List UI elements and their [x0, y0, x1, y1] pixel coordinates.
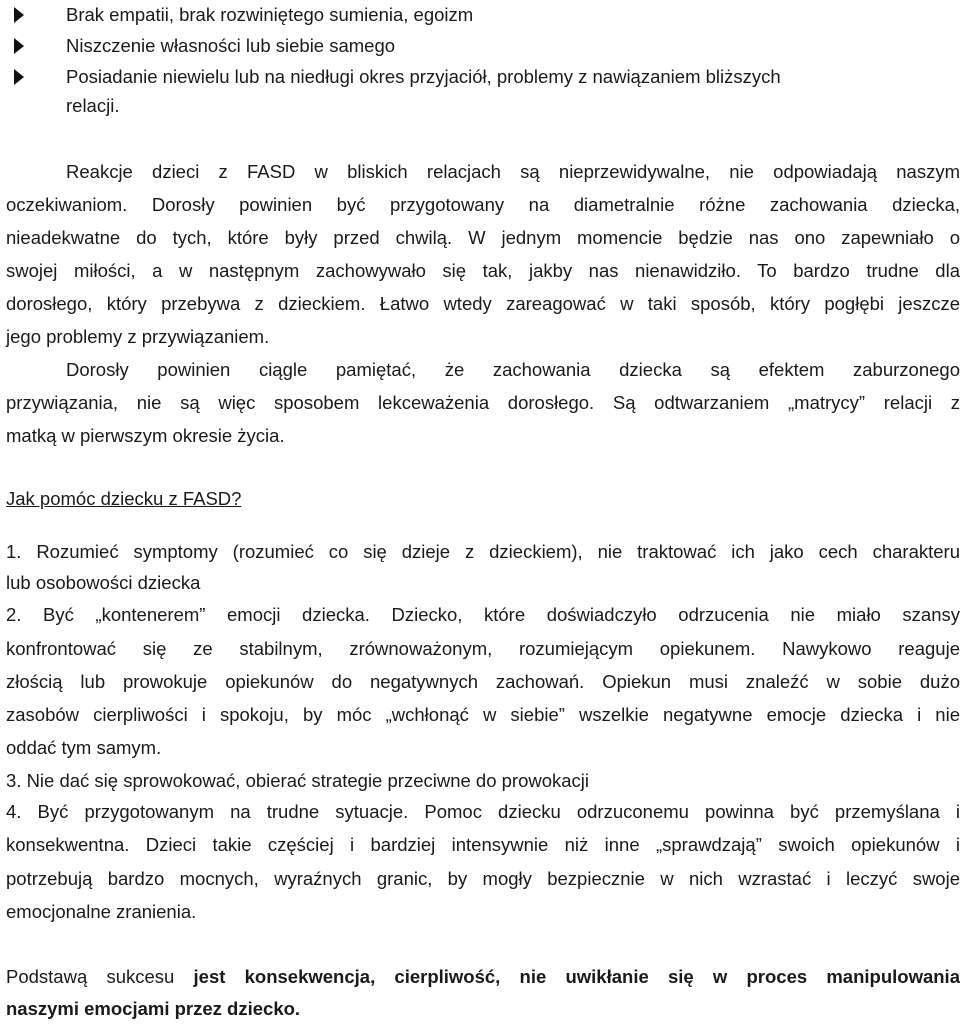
triangle-bullet-icon — [14, 69, 24, 85]
bullet-item — [14, 31, 395, 61]
conclusion-normal-text: Podstawą sukcesu — [6, 966, 194, 987]
list-item-line: 4. Być przygotowanym na trudne sytuacje. Pomoc dziecku odrzuconemu powinna być przemyślana i — [6, 801, 960, 822]
conclusion-line — [6, 962, 960, 992]
list-item-line: zasobów cierpliwości i spokoju, by móc „wchłonąć w siebie” wszelkie negatywne emocje dziecka i nie — [6, 704, 960, 725]
conclusion-line — [6, 994, 960, 1024]
paragraph-line: przywiązania, nie są więc sposobem lekceważenia dorosłego. Są odtwarzaniem „matrycy” relacji z — [6, 392, 960, 413]
paragraph-line: oczekiwaniom. Dorosły powinien być przygotowany na diametralnie różne zachowania dziecka, — [6, 194, 960, 215]
paragraph-line: jego problemy z przywiązaniem. — [6, 326, 270, 347]
list-item-line: oddać tym samym. — [6, 737, 162, 758]
paragraph-line: Dorosły powinien ciągle pamiętać, że zachowania dziecka są efektem zaburzonego — [66, 359, 960, 380]
bullet-text: Posiadanie niewielu lub na niedługi okres przyjaciół, problemy z nawiązaniem bliższych — [66, 66, 781, 87]
list-item-line: potrzebują bardzo mocnych, wyraźnych granic, by mogły bezpiecznie w nich wzrastać i leczyć swoje — [6, 868, 960, 889]
list-item-line: 3. Nie dać się sprowokować, obierać strategie przeciwne do prowokacji — [6, 770, 590, 791]
section-heading: Jak pomóc dziecku z FASD? — [6, 488, 242, 509]
list-item-line: konfrontować się ze stabilnym, zrównoważonym, rozumiejącym opiekunem. Nawykowo reaguje — [6, 638, 960, 659]
conclusion-bold-text: naszymi emocjami przez dziecko. — [6, 998, 301, 1019]
bullet-text: Brak empatii, brak rozwiniętego sumienia, egoizm — [66, 4, 474, 25]
list-item-line: lub osobowości dziecka — [6, 572, 201, 593]
list-item-line: emocjonalne zranienia. — [6, 901, 197, 922]
triangle-bullet-icon — [14, 7, 24, 23]
list-item-line: 2. Być „kontenerem” emocji dziecka. Dziecko, które doświadczyło odrzucenia nie miało szansy — [6, 604, 960, 625]
list-item-line: konsekwentna. Dzieci takie częściej i bardziej intensywnie niż inne „sprawdzają” swoich opiekunów i — [6, 834, 960, 855]
list-item-line: złością lub prowokuje opiekunów do negatywnych zachowań. Opiekun musi znaleźć w sobie dużo — [6, 671, 960, 692]
list-item-line: 1. Rozumieć symptomy (rozumieć co się dzieje z dzieckiem), nie traktować ich jako cech charakteru — [6, 541, 960, 562]
bullet-item — [14, 62, 781, 92]
paragraph-line: Reakcje dzieci z FASD w bliskich relacjach są nieprzewidywalne, nie odpowiadają naszym — [66, 161, 960, 182]
paragraph-line: matką w pierwszym okresie życia. — [6, 425, 285, 446]
bullet-item — [14, 0, 473, 30]
paragraph-line: nieadekwatne do tych, które były przed chwilą. W jednym momencie będzie nas ono zapewniało o — [6, 227, 960, 248]
paragraph-line: dorosłego, który przebywa z dzieckiem. Łatwo wtedy zareagować w taki sposób, który pogłębi jeszcze — [6, 293, 960, 314]
triangle-bullet-icon — [14, 38, 24, 54]
paragraph-line: swojej miłości, a w następnym zachowywało się tak, jakby nas nienawidziło. To bardzo trudne dla — [6, 260, 960, 281]
bullet-text: Niszczenie własności lub siebie samego — [66, 35, 396, 56]
conclusion-bold-text: jest konsekwencja, cierpliwość, nie uwikłanie się w proces manipulowania — [193, 966, 960, 987]
bullet-continuation: relacji. — [66, 95, 120, 116]
